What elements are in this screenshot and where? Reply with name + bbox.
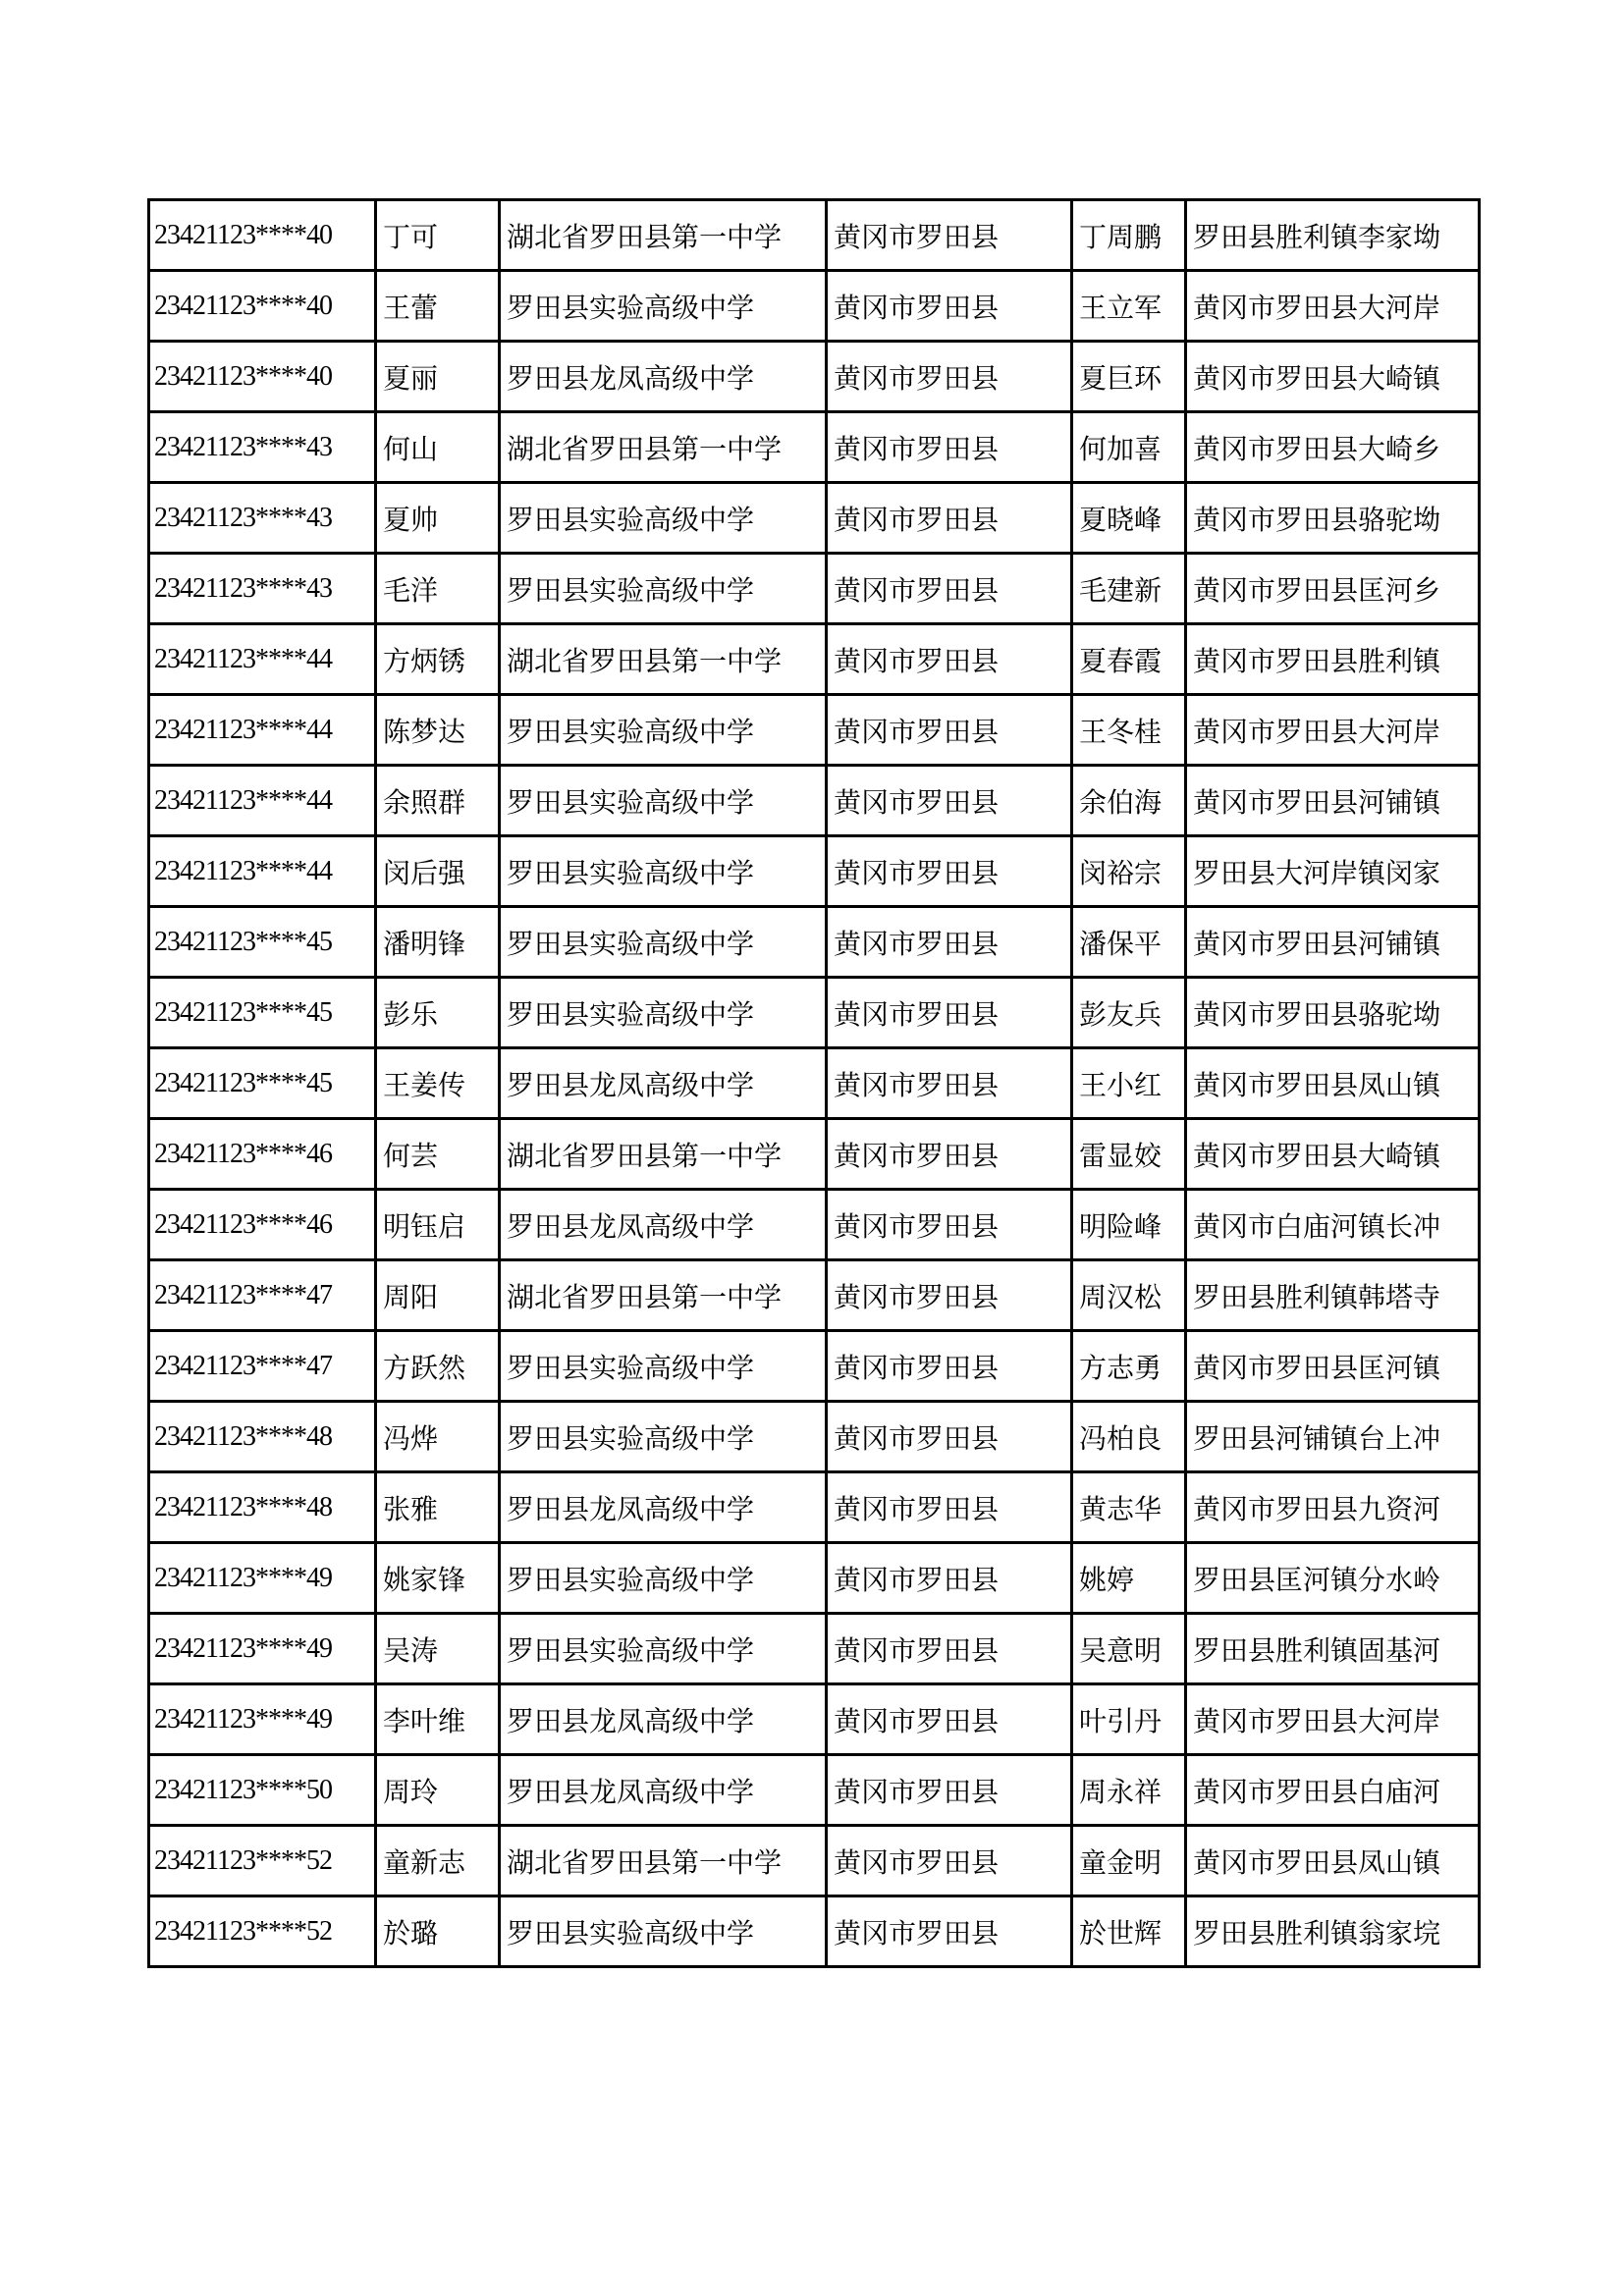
- table-row: [149, 624, 1480, 695]
- id-number-cell: 23421123****49: [149, 1684, 376, 1755]
- guardian-name-cell: 方志勇: [1072, 1331, 1186, 1402]
- address-cell: 黄冈市罗田县河铺镇: [1186, 907, 1480, 978]
- guardian-name-cell: 周汉松: [1072, 1260, 1186, 1331]
- student-name-cell: 方跃然: [376, 1331, 500, 1402]
- school-cell: 罗田县实验高级中学: [500, 978, 827, 1048]
- student-name-cell: 陈梦达: [376, 695, 500, 766]
- school-cell: 罗田县实验高级中学: [500, 271, 827, 342]
- guardian-name-cell: 姚婷: [1072, 1543, 1186, 1614]
- guardian-name-cell: 毛建新: [1072, 554, 1186, 624]
- school-cell: 湖北省罗田县第一中学: [500, 412, 827, 483]
- school-cell: 罗田县龙凤高级中学: [500, 1190, 827, 1260]
- guardian-name-cell: 明险峰: [1072, 1190, 1186, 1260]
- student-name-cell: 於璐: [376, 1896, 500, 1967]
- school-cell: 罗田县龙凤高级中学: [500, 1684, 827, 1755]
- table-row: [149, 1402, 1480, 1472]
- region-cell: 黄冈市罗田县: [827, 200, 1072, 271]
- student-name-cell: 张雅: [376, 1472, 500, 1543]
- address-cell: 黄冈市罗田县大崎乡: [1186, 412, 1480, 483]
- guardian-name-cell: 王立军: [1072, 271, 1186, 342]
- address-cell: 罗田县大河岸镇闵家: [1186, 836, 1480, 907]
- id-number-cell: 23421123****43: [149, 412, 376, 483]
- student-name-cell: 姚家锋: [376, 1543, 500, 1614]
- guardian-name-cell: 吴意明: [1072, 1614, 1186, 1684]
- student-name-cell: 潘明锋: [376, 907, 500, 978]
- table-row: [149, 1331, 1480, 1402]
- table-row: [149, 695, 1480, 766]
- student-name-cell: 余照群: [376, 766, 500, 836]
- region-cell: 黄冈市罗田县: [827, 1826, 1072, 1896]
- address-cell: 黄冈市罗田县胜利镇: [1186, 624, 1480, 695]
- address-cell: 黄冈市罗田县白庙河: [1186, 1755, 1480, 1826]
- guardian-name-cell: 彭友兵: [1072, 978, 1186, 1048]
- school-cell: 罗田县实验高级中学: [500, 907, 827, 978]
- guardian-name-cell: 周永祥: [1072, 1755, 1186, 1826]
- guardian-name-cell: 叶引丹: [1072, 1684, 1186, 1755]
- student-name-cell: 冯烨: [376, 1402, 500, 1472]
- address-cell: 罗田县胜利镇翁家垸: [1186, 1896, 1480, 1967]
- guardian-name-cell: 夏巨环: [1072, 342, 1186, 412]
- table-row: [149, 1755, 1480, 1826]
- address-cell: 黄冈市罗田县大崎镇: [1186, 1119, 1480, 1190]
- table-row: [149, 978, 1480, 1048]
- school-cell: 罗田县实验高级中学: [500, 1614, 827, 1684]
- region-cell: 黄冈市罗田县: [827, 1614, 1072, 1684]
- address-cell: 罗田县胜利镇固基河: [1186, 1614, 1480, 1684]
- school-cell: 罗田县实验高级中学: [500, 554, 827, 624]
- guardian-name-cell: 潘保平: [1072, 907, 1186, 978]
- id-number-cell: 23421123****45: [149, 907, 376, 978]
- id-number-cell: 23421123****44: [149, 624, 376, 695]
- region-cell: 黄冈市罗田县: [827, 271, 1072, 342]
- student-name-cell: 丁可: [376, 200, 500, 271]
- student-name-cell: 何山: [376, 412, 500, 483]
- student-name-cell: 童新志: [376, 1826, 500, 1896]
- table-row: [149, 200, 1480, 271]
- id-number-cell: 23421123****48: [149, 1402, 376, 1472]
- address-cell: 黄冈市罗田县河铺镇: [1186, 766, 1480, 836]
- address-cell: 黄冈市罗田县大河岸: [1186, 1684, 1480, 1755]
- id-number-cell: 23421123****44: [149, 695, 376, 766]
- region-cell: 黄冈市罗田县: [827, 1472, 1072, 1543]
- id-number-cell: 23421123****52: [149, 1826, 376, 1896]
- guardian-name-cell: 丁周鹏: [1072, 200, 1186, 271]
- address-cell: 罗田县胜利镇韩塔寺: [1186, 1260, 1480, 1331]
- id-number-cell: 23421123****46: [149, 1190, 376, 1260]
- student-name-cell: 闵后强: [376, 836, 500, 907]
- id-number-cell: 23421123****48: [149, 1472, 376, 1543]
- school-cell: 湖北省罗田县第一中学: [500, 1826, 827, 1896]
- table-row: [149, 1543, 1480, 1614]
- address-cell: 黄冈市罗田县凤山镇: [1186, 1826, 1480, 1896]
- school-cell: 罗田县实验高级中学: [500, 483, 827, 554]
- table-row: [149, 836, 1480, 907]
- region-cell: 黄冈市罗田县: [827, 1543, 1072, 1614]
- region-cell: 黄冈市罗田县: [827, 342, 1072, 412]
- guardian-name-cell: 雷显姣: [1072, 1119, 1186, 1190]
- region-cell: 黄冈市罗田县: [827, 1331, 1072, 1402]
- id-number-cell: 23421123****47: [149, 1260, 376, 1331]
- table-row: [149, 907, 1480, 978]
- address-cell: 黄冈市罗田县大河岸: [1186, 271, 1480, 342]
- student-name-cell: 夏帅: [376, 483, 500, 554]
- guardian-name-cell: 冯柏良: [1072, 1402, 1186, 1472]
- id-number-cell: 23421123****50: [149, 1755, 376, 1826]
- student-name-cell: 何芸: [376, 1119, 500, 1190]
- student-name-cell: 李叶维: [376, 1684, 500, 1755]
- table-body: [149, 200, 1480, 1967]
- table-row: [149, 1472, 1480, 1543]
- student-name-cell: 明钰启: [376, 1190, 500, 1260]
- id-number-cell: 23421123****46: [149, 1119, 376, 1190]
- school-cell: 湖北省罗田县第一中学: [500, 624, 827, 695]
- id-number-cell: 23421123****40: [149, 342, 376, 412]
- address-cell: 黄冈市罗田县大河岸: [1186, 695, 1480, 766]
- id-number-cell: 23421123****47: [149, 1331, 376, 1402]
- guardian-name-cell: 王小红: [1072, 1048, 1186, 1119]
- student-name-cell: 王姜传: [376, 1048, 500, 1119]
- table-row: [149, 1896, 1480, 1967]
- school-cell: 湖北省罗田县第一中学: [500, 1260, 827, 1331]
- table-row: [149, 1684, 1480, 1755]
- table-row: [149, 271, 1480, 342]
- table-row: [149, 1119, 1480, 1190]
- id-number-cell: 23421123****45: [149, 978, 376, 1048]
- region-cell: 黄冈市罗田县: [827, 695, 1072, 766]
- student-name-cell: 周阳: [376, 1260, 500, 1331]
- region-cell: 黄冈市罗田县: [827, 1260, 1072, 1331]
- address-cell: 黄冈市罗田县骆驼坳: [1186, 483, 1480, 554]
- school-cell: 罗田县实验高级中学: [500, 1543, 827, 1614]
- guardian-name-cell: 黄志华: [1072, 1472, 1186, 1543]
- address-cell: 黄冈市罗田县九资河: [1186, 1472, 1480, 1543]
- region-cell: 黄冈市罗田县: [827, 766, 1072, 836]
- address-cell: 罗田县河铺镇台上冲: [1186, 1402, 1480, 1472]
- school-cell: 罗田县实验高级中学: [500, 1331, 827, 1402]
- student-name-cell: 吴涛: [376, 1614, 500, 1684]
- guardian-name-cell: 夏晓峰: [1072, 483, 1186, 554]
- table-row: [149, 1826, 1480, 1896]
- guardian-name-cell: 於世辉: [1072, 1896, 1186, 1967]
- region-cell: 黄冈市罗田县: [827, 1896, 1072, 1967]
- school-cell: 湖北省罗田县第一中学: [500, 200, 827, 271]
- school-cell: 湖北省罗田县第一中学: [500, 1119, 827, 1190]
- guardian-name-cell: 王冬桂: [1072, 695, 1186, 766]
- guardian-name-cell: 夏春霞: [1072, 624, 1186, 695]
- guardian-name-cell: 何加喜: [1072, 412, 1186, 483]
- address-cell: 黄冈市罗田县匡河镇: [1186, 1331, 1480, 1402]
- address-cell: 黄冈市白庙河镇长冲: [1186, 1190, 1480, 1260]
- table-row: [149, 1048, 1480, 1119]
- id-number-cell: 23421123****49: [149, 1614, 376, 1684]
- region-cell: 黄冈市罗田县: [827, 624, 1072, 695]
- student-table: [147, 198, 1481, 1968]
- student-name-cell: 夏丽: [376, 342, 500, 412]
- id-number-cell: 23421123****45: [149, 1048, 376, 1119]
- address-cell: 黄冈市罗田县骆驼坳: [1186, 978, 1480, 1048]
- region-cell: 黄冈市罗田县: [827, 1684, 1072, 1755]
- region-cell: 黄冈市罗田县: [827, 1755, 1072, 1826]
- region-cell: 黄冈市罗田县: [827, 554, 1072, 624]
- id-number-cell: 23421123****40: [149, 271, 376, 342]
- region-cell: 黄冈市罗田县: [827, 836, 1072, 907]
- id-number-cell: 23421123****44: [149, 836, 376, 907]
- address-cell: 黄冈市罗田县大崎镇: [1186, 342, 1480, 412]
- region-cell: 黄冈市罗田县: [827, 1190, 1072, 1260]
- student-name-cell: 王蕾: [376, 271, 500, 342]
- table-row: [149, 1190, 1480, 1260]
- student-name-cell: 方炳锈: [376, 624, 500, 695]
- table-row: [149, 1614, 1480, 1684]
- school-cell: 罗田县龙凤高级中学: [500, 342, 827, 412]
- school-cell: 罗田县龙凤高级中学: [500, 1048, 827, 1119]
- school-cell: 罗田县实验高级中学: [500, 766, 827, 836]
- id-number-cell: 23421123****40: [149, 200, 376, 271]
- region-cell: 黄冈市罗田县: [827, 412, 1072, 483]
- student-name-cell: 周玲: [376, 1755, 500, 1826]
- student-name-cell: 毛洋: [376, 554, 500, 624]
- school-cell: 罗田县实验高级中学: [500, 836, 827, 907]
- id-number-cell: 23421123****43: [149, 483, 376, 554]
- region-cell: 黄冈市罗田县: [827, 907, 1072, 978]
- id-number-cell: 23421123****52: [149, 1896, 376, 1967]
- region-cell: 黄冈市罗田县: [827, 483, 1072, 554]
- student-name-cell: 彭乐: [376, 978, 500, 1048]
- school-cell: 罗田县实验高级中学: [500, 695, 827, 766]
- school-cell: 罗田县龙凤高级中学: [500, 1472, 827, 1543]
- table-row: [149, 483, 1480, 554]
- school-cell: 罗田县龙凤高级中学: [500, 1755, 827, 1826]
- address-cell: 罗田县胜利镇李家坳: [1186, 200, 1480, 271]
- table-row: [149, 1260, 1480, 1331]
- table-row: [149, 412, 1480, 483]
- guardian-name-cell: 余伯海: [1072, 766, 1186, 836]
- address-cell: 黄冈市罗田县匡河乡: [1186, 554, 1480, 624]
- region-cell: 黄冈市罗田县: [827, 1402, 1072, 1472]
- table-row: [149, 766, 1480, 836]
- region-cell: 黄冈市罗田县: [827, 978, 1072, 1048]
- id-number-cell: 23421123****43: [149, 554, 376, 624]
- region-cell: 黄冈市罗田县: [827, 1048, 1072, 1119]
- table-row: [149, 554, 1480, 624]
- guardian-name-cell: 闵裕宗: [1072, 836, 1186, 907]
- school-cell: 罗田县实验高级中学: [500, 1896, 827, 1967]
- school-cell: 罗田县实验高级中学: [500, 1402, 827, 1472]
- id-number-cell: 23421123****49: [149, 1543, 376, 1614]
- address-cell: 罗田县匡河镇分水岭: [1186, 1543, 1480, 1614]
- id-number-cell: 23421123****44: [149, 766, 376, 836]
- address-cell: 黄冈市罗田县凤山镇: [1186, 1048, 1480, 1119]
- table-row: [149, 342, 1480, 412]
- region-cell: 黄冈市罗田县: [827, 1119, 1072, 1190]
- guardian-name-cell: 童金明: [1072, 1826, 1186, 1896]
